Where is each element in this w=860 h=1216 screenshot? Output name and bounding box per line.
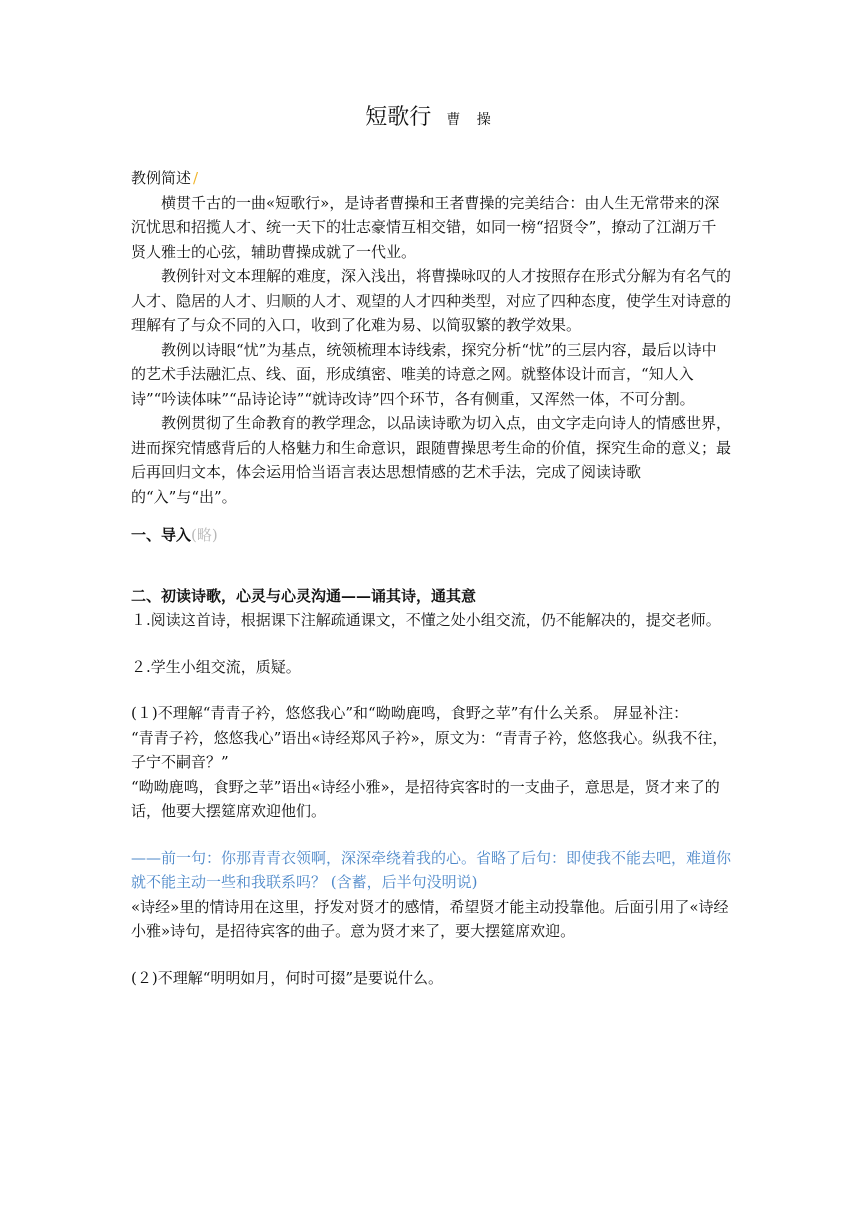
section1-heading-row [131,523,731,548]
section1-heading: 一、导入 [131,526,192,544]
intro-paragraph: 教例贯彻了生命教育的教学理念，以品读诗歌为切入点，由文字走向诗人的情感世界，进而探究情感背后的人格魅力和生命意识，跟随曹操思考生命的价值，探究生命的意义；最后再回归文本，体会运用恰当语言表达思想情感的艺术手法，完成了阅读诗歌的“入”与“出”。 [131,414,732,506]
intro-paragraph: 教例以诗眼“忧”为基点，统领梳理本诗线索，探究分析“忧”的三层内容，最后以诗中的艺术手法融汇点、线、面，形成缜密、唯美的诗意之网。就整体设计而言，“知人入诗”“吟读体味”“品诗论诗”“就诗改诗”四个环节，各有侧重，又浑然一体，不可分割。 [131,340,717,408]
intro-label-row [131,166,731,191]
question-1-explanation-blue: ——前一句：你那青青衣领啊，深深牵绕着我的心。省略了后句：即使我不能去吧，难道你就不能主动一些和我联系吗？ (含蓄，后半句没明说) [131,848,732,891]
section2-item2: ２.学生小组交流，质疑。 [131,657,301,676]
question-1-note-1: “青青子衿，悠悠我心”语出«诗经郑风子衿»，原文为：“青青子衿，悠悠我心。纵我不往，子宁不嗣音？” [131,728,728,771]
question-2: (２)不理解“明明如月，何时可掇”是要说什么。 [131,968,444,987]
slash-mark: / [193,169,199,187]
title-row [131,100,731,136]
section2-heading: 二、初读诗歌，心灵与心灵沟通——诵其诗，通其意 [131,586,477,605]
intro-paragraph: 教例针对文本理解的难度，深入浅出，将曹操咏叹的人才按照存在形式分解为有名气的人才、隐居的人才、归顺的人才、观望的人才四种类型，对应了四种态度，使学生对诗意的理解有了与众不同的入口，收到了化难为易、以简驭繁的教学效果。 [131,267,732,334]
section1-note: (略) [191,526,218,544]
question-1-explanation: «诗经»里的情诗用在这里，抒发对贤才的感情，希望贤才能主动投靠他。后面引用了«诗经小雅»诗句，是招待宾客的曲子。意为贤才来了，要大摆筵席欢迎。 [131,897,729,940]
author-name: 曹 操 [446,112,497,128]
question-1-note-2: “呦呦鹿鸣，食野之苹”语出«诗经小雅»，是招待宾客时的一支曲子，意思是，贤才来了的话，他要大摆筵席欢迎他们。 [131,777,720,820]
intro-label: 教例简述 [131,169,192,187]
page-title: 短歌行 [365,105,432,130]
intro-paragraph: 横贯千古的一曲«短歌行»，是诗者曹操和王者曹操的完美结合：由人生无常带来的深沉忧思和招揽人才、统一天下的壮志豪情互相交错，如同一榜“招贤令”，撩动了江湖万千贤人雅士的心弦，辅助曹操成就了一代业。 [131,193,720,261]
section2-item1: １.阅读这首诗，根据课下注解疏通课文，不懂之处小组交流，仍不能解决的，提交老师。 [131,611,721,629]
document-page [131,100,731,990]
question-1: (１)不理解“青青子衿，悠悠我心”和“呦呦鹿鸣，食野之苹”有什么关系。 屏显补注： [131,704,689,722]
